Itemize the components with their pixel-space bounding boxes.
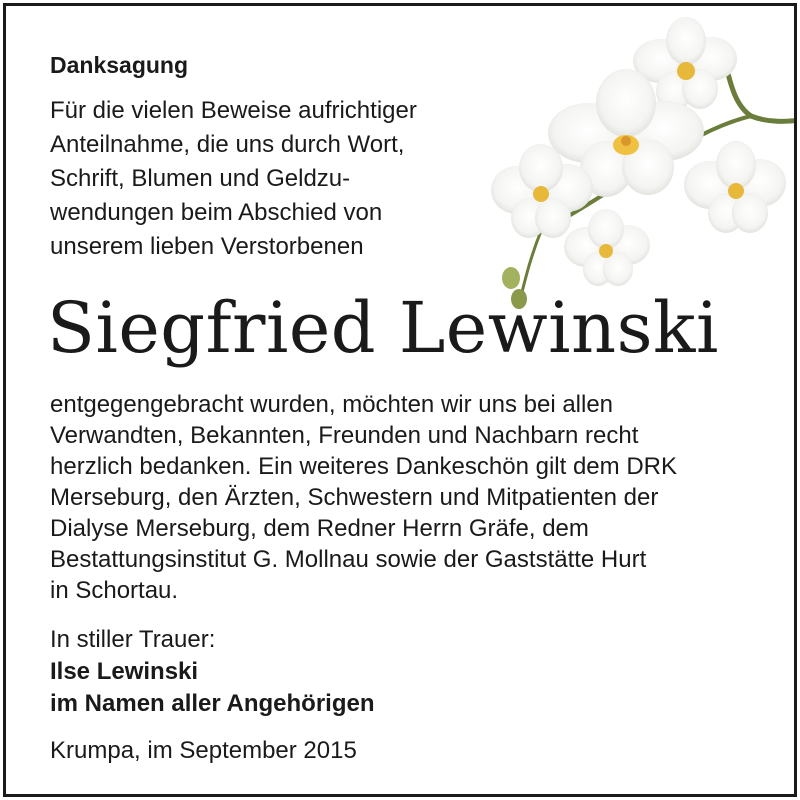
heading: Danksagung: [50, 52, 189, 78]
body-line: Bestattungsinstitut G. Mollnau sowie der Gaststätte Hurt: [50, 546, 647, 573]
body-line: Verwandten, Bekannten, Freunden und Nachbarn recht: [50, 422, 639, 449]
body-line: herzlich bedanken. Ein weiteres Dankeschön gilt dem DRK: [50, 453, 677, 480]
intro-line: Für die vielen Beweise aufrichtiger: [50, 97, 417, 124]
body-line: entgegengebracht wurden, möchten wir uns bei allen: [50, 391, 614, 418]
intro-line: wendungen beim Abschied von: [50, 199, 383, 226]
family-line: im Namen aller Angehörigen: [50, 690, 375, 717]
body-line: in Schortau.: [50, 577, 179, 604]
intro-line: Schrift, Blumen und Geldzu-: [50, 165, 351, 192]
body-line: Dialyse Merseburg, dem Redner Herrn Gräfe, dem: [50, 515, 589, 542]
signer-name: Ilse Lewinski: [50, 658, 199, 685]
mourning-intro: In stiller Trauer:: [50, 626, 216, 653]
body-line: Merseburg, den Ärzten, Schwestern und Mitpatienten der: [50, 484, 659, 511]
intro-text: [50, 94, 417, 264]
place-date: Krumpa, im September 2015: [50, 737, 357, 764]
obituary-card: [3, 3, 797, 797]
body-text: [50, 389, 677, 606]
mourning-block: [50, 624, 375, 720]
deceased-name: Siegfried Lewinski: [47, 287, 719, 369]
orchid-image: [481, 16, 797, 311]
intro-line: Anteilnahme, die uns durch Wort,: [50, 131, 405, 158]
intro-line: unserem lieben Verstorbenen: [50, 233, 364, 260]
